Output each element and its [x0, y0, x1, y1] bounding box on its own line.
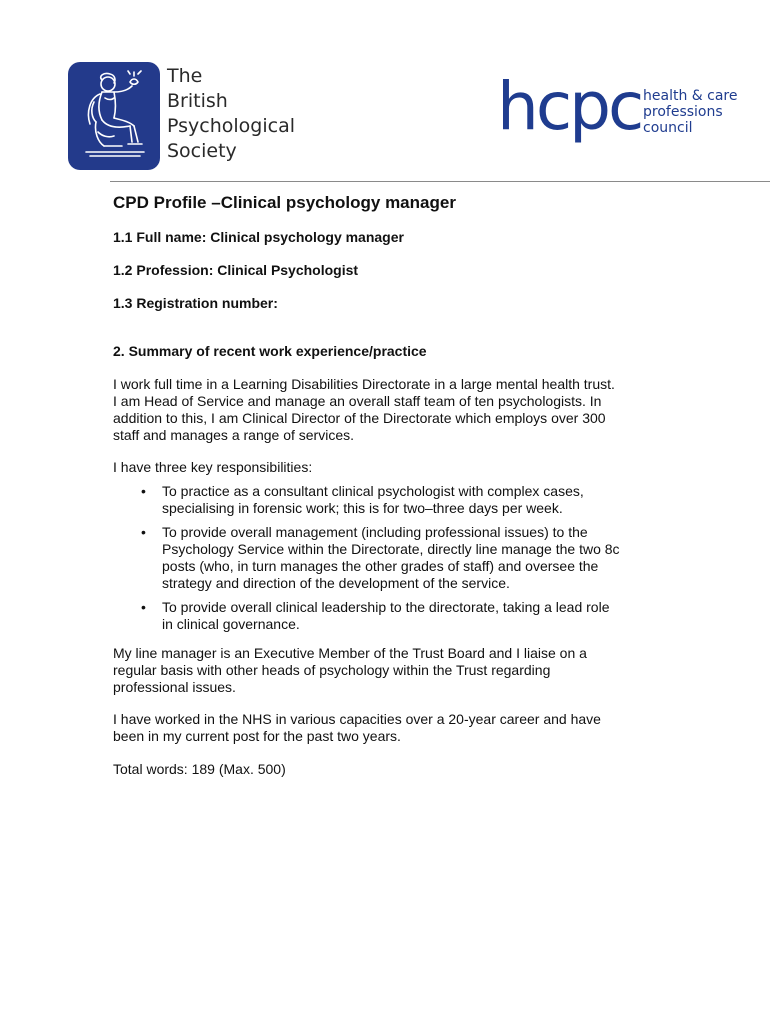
list-item-line: specialising in forensic work; this is for two–three days per week. — [162, 500, 563, 516]
full-name-field: 1.1 Full name: Clinical psychology manager — [113, 229, 404, 245]
paragraph-line: addition to this, I am Clinical Director of the Directorate which employs over 300 — [113, 410, 606, 426]
header-divider — [110, 181, 770, 182]
bullet-icon: • — [141, 483, 146, 499]
paragraph-line: professional issues. — [113, 679, 236, 695]
profession-field: 1.2 Profession: Clinical Psychologist — [113, 262, 359, 278]
bullet-icon: • — [141, 599, 146, 615]
bps-logo-line: Psychological — [167, 115, 295, 137]
paragraph-line: Total words: 189 (Max. 500) — [113, 761, 286, 777]
bps-logo-line: The — [167, 65, 203, 87]
bullet-icon: • — [141, 524, 146, 540]
list-item-line: strategy and direction of the development of the service. — [162, 575, 510, 591]
list-item-line: posts (who, in turn manages the other grades of staff) and oversee the — [162, 558, 599, 574]
bps-emblem-logo — [68, 62, 160, 170]
list-item-line: To practice as a consultant clinical psychologist with complex cases, — [162, 483, 584, 499]
list-item-line: To provide overall management (including professional issues) to the — [162, 524, 588, 540]
hcpc-logo-line: council — [643, 120, 693, 136]
summary-paragraph — [113, 376, 673, 444]
list-item — [113, 524, 673, 592]
bps-logo-line: Society — [167, 140, 237, 162]
paragraph-line: I have worked in the NHS in various capacities over a 20-year career and have — [113, 711, 601, 727]
paragraph-line: regular basis with other heads of psychology within the Trust regarding — [113, 662, 551, 678]
hcpc-logo-mark: hcpc — [497, 68, 642, 145]
paragraph-line: I have three key responsibilities: — [113, 459, 313, 475]
line-manager-paragraph — [113, 645, 673, 696]
career-paragraph — [113, 711, 673, 745]
word-count — [113, 761, 673, 778]
list-item-line: Psychology Service within the Directorate, directly line manage the two 8c — [162, 541, 620, 557]
list-item-line: in clinical governance. — [162, 616, 300, 632]
list-item-line: To provide overall clinical leadership to the directorate, taking a lead role — [162, 599, 610, 615]
section-heading-summary: 2. Summary of recent work experience/practice — [113, 343, 427, 359]
paragraph-line: My line manager is an Executive Member of the Trust Board and I liaise on a — [113, 645, 587, 661]
seated-figure-emblem-icon — [68, 62, 160, 170]
list-item — [113, 599, 673, 633]
list-item — [113, 483, 673, 517]
responsibilities-intro — [113, 459, 673, 476]
paragraph-line: staff and manages a range of services. — [113, 427, 354, 443]
paragraph-line: been in my current post for the past two years. — [113, 728, 401, 744]
paragraph-line: I am Head of Service and manage an overall staff team of ten psychologists. In — [113, 393, 602, 409]
registration-number-field: 1.3 Registration number: — [113, 295, 278, 311]
document-title: CPD Profile –Clinical psychology manager — [113, 193, 456, 212]
bps-logo-text — [167, 64, 295, 164]
hcpc-logo-line: professions — [643, 104, 723, 120]
hcpc-logo-line: health & care — [643, 88, 738, 104]
responsibilities-list — [113, 483, 673, 640]
bps-logo-line: British — [167, 90, 228, 112]
paragraph-line: I work full time in a Learning Disabilities Directorate in a large mental health trust. — [113, 376, 615, 392]
hcpc-logo-subtitle — [643, 88, 737, 136]
